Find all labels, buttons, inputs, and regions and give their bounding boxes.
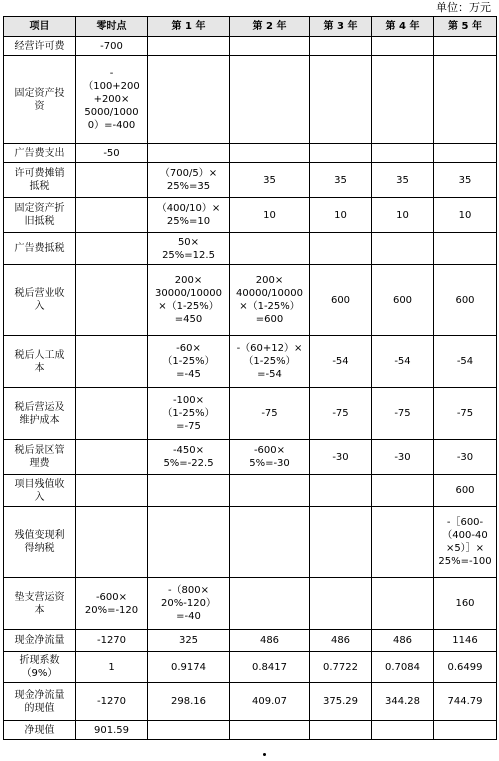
- table-row: [4, 578, 497, 630]
- row-label-cell: 垫支营运资 本: [4, 578, 76, 630]
- table-cell: [310, 37, 372, 56]
- row-label-cell: 税后景区管 理费: [4, 440, 76, 475]
- cash-flow-table: [3, 16, 497, 740]
- table-cell: [434, 37, 497, 56]
- table-cell: 10: [230, 198, 310, 233]
- table-cell: 486: [230, 630, 310, 652]
- stray-dot: [263, 753, 266, 756]
- table-cell: [310, 578, 372, 630]
- row-label-cell: 残值变现利 得纳税: [4, 507, 76, 578]
- table-cell: 35: [230, 163, 310, 198]
- row-label-cell: 税后人工成 本: [4, 336, 76, 388]
- table-cell: [372, 721, 434, 740]
- table-cell: -54: [372, 336, 434, 388]
- table-cell: [76, 388, 148, 440]
- header-row: [4, 17, 497, 37]
- row-label-cell: 经营许可费: [4, 37, 76, 56]
- table-cell: 600: [372, 265, 434, 336]
- table-body: [4, 37, 497, 740]
- table-cell: -1270: [76, 683, 148, 721]
- table-cell: [310, 507, 372, 578]
- row-label-cell: 项目残值收 入: [4, 475, 76, 507]
- table-cell: -450× 5%=-22.5: [148, 440, 230, 475]
- table-cell: [310, 233, 372, 265]
- table-cell: 344.28: [372, 683, 434, 721]
- table-cell: [76, 198, 148, 233]
- table-cell: [76, 507, 148, 578]
- table-cell: [372, 144, 434, 163]
- table-cell: 160: [434, 578, 497, 630]
- header-cell: 零时点: [76, 17, 148, 37]
- table-cell: [230, 578, 310, 630]
- table-cell: [372, 56, 434, 144]
- table-row: [4, 265, 497, 336]
- table-cell: 10: [310, 198, 372, 233]
- row-label-cell: 广告费支出: [4, 144, 76, 163]
- table-cell: [230, 507, 310, 578]
- table-cell: 0.9174: [148, 652, 230, 683]
- table-cell: [372, 475, 434, 507]
- table-cell: 1: [76, 652, 148, 683]
- table-row: [4, 683, 497, 721]
- table-cell: 901.59: [76, 721, 148, 740]
- row-label-cell: 广告费抵税: [4, 233, 76, 265]
- table-cell: [230, 233, 310, 265]
- table-cell: 486: [372, 630, 434, 652]
- table-cell: [434, 56, 497, 144]
- table-cell: [434, 233, 497, 265]
- table-cell: 0.7084: [372, 652, 434, 683]
- unit-label: 单位：万元: [436, 1, 491, 14]
- table-cell: -75: [434, 388, 497, 440]
- table-cell: 1146: [434, 630, 497, 652]
- table-row: [4, 388, 497, 440]
- table-cell: - （100+200 +200× 5000/1000 0）=-400: [76, 56, 148, 144]
- table-cell: [148, 37, 230, 56]
- table-cell: [372, 233, 434, 265]
- table-cell: （400/10）× 25%=10: [148, 198, 230, 233]
- table-cell: 600: [434, 475, 497, 507]
- table-row: [4, 336, 497, 388]
- table-cell: [310, 475, 372, 507]
- header-cell: 第 5 年: [434, 17, 497, 37]
- header-cell: 第 2 年: [230, 17, 310, 37]
- table-row: [4, 507, 497, 578]
- table-cell: -（800× 20%-120） =-40: [148, 578, 230, 630]
- table-cell: [76, 163, 148, 198]
- table-cell: 486: [310, 630, 372, 652]
- table-cell: [310, 144, 372, 163]
- table-cell: （700/5）× 25%=35: [148, 163, 230, 198]
- table-cell: [230, 721, 310, 740]
- table-cell: 50× 25%=12.5: [148, 233, 230, 265]
- table-row: [4, 233, 497, 265]
- table-cell: [148, 475, 230, 507]
- table-cell: [76, 440, 148, 475]
- table-cell: [76, 336, 148, 388]
- table-cell: [310, 721, 372, 740]
- table-cell: -1270: [76, 630, 148, 652]
- table-cell: 200× 30000/10000 ×（1-25%） =450: [148, 265, 230, 336]
- table-cell: -600× 5%=-30: [230, 440, 310, 475]
- row-label-cell: 税后营业收 入: [4, 265, 76, 336]
- table-cell: [76, 233, 148, 265]
- table-cell: [148, 144, 230, 163]
- table-cell: -30: [434, 440, 497, 475]
- table-cell: [230, 475, 310, 507]
- table-cell: -30: [310, 440, 372, 475]
- table-cell: -54: [434, 336, 497, 388]
- table-cell: -75: [310, 388, 372, 440]
- table-cell: -700: [76, 37, 148, 56]
- header-cell: 第 3 年: [310, 17, 372, 37]
- table-cell: [230, 56, 310, 144]
- table-cell: 375.29: [310, 683, 372, 721]
- table-cell: 35: [310, 163, 372, 198]
- table-cell: [76, 265, 148, 336]
- table-row: [4, 198, 497, 233]
- table-cell: [372, 507, 434, 578]
- table-cell: 325: [148, 630, 230, 652]
- table-cell: -30: [372, 440, 434, 475]
- table-row: [4, 440, 497, 475]
- table-cell: [434, 144, 497, 163]
- table-cell: 0.6499: [434, 652, 497, 683]
- table-cell: -75: [230, 388, 310, 440]
- table-row: [4, 721, 497, 740]
- header-cell: 第 4 年: [372, 17, 434, 37]
- table-cell: [372, 37, 434, 56]
- table-row: [4, 37, 497, 56]
- table-cell: 200× 40000/10000 ×（1-25%） =600: [230, 265, 310, 336]
- table-cell: -75: [372, 388, 434, 440]
- table-cell: [434, 721, 497, 740]
- row-label-cell: 固定资产折 旧抵税: [4, 198, 76, 233]
- table-cell: 600: [310, 265, 372, 336]
- table-cell: [310, 56, 372, 144]
- table-cell: -（60+12）× （1-25%） =-54: [230, 336, 310, 388]
- table-cell: -50: [76, 144, 148, 163]
- row-label-cell: 固定资产投 资: [4, 56, 76, 144]
- table-cell: [230, 144, 310, 163]
- table-cell: -54: [310, 336, 372, 388]
- table-cell: 744.79: [434, 683, 497, 721]
- table-cell: 0.8417: [230, 652, 310, 683]
- table-row: [4, 475, 497, 507]
- table-row: [4, 652, 497, 683]
- row-label-cell: 现金净流量: [4, 630, 76, 652]
- row-label-cell: 税后营运及 维护成本: [4, 388, 76, 440]
- table-cell: 0.7722: [310, 652, 372, 683]
- table-cell: [148, 721, 230, 740]
- header-cell: 项目: [4, 17, 76, 37]
- table-cell: [148, 56, 230, 144]
- row-label-cell: 折现系数 （9%）: [4, 652, 76, 683]
- table-cell: 600: [434, 265, 497, 336]
- row-label-cell: 净现值: [4, 721, 76, 740]
- table-cell: 35: [372, 163, 434, 198]
- table-row: [4, 56, 497, 144]
- table-row: [4, 163, 497, 198]
- table-cell: [372, 578, 434, 630]
- table-cell: 409.07: [230, 683, 310, 721]
- table-cell: -600× 20%=-120: [76, 578, 148, 630]
- table-cell: 10: [434, 198, 497, 233]
- table-cell: [230, 37, 310, 56]
- table-cell: [76, 475, 148, 507]
- table-cell: 10: [372, 198, 434, 233]
- table-cell: [148, 507, 230, 578]
- row-label-cell: 现金净流量 的现值: [4, 683, 76, 721]
- table-row: [4, 630, 497, 652]
- table-cell: 35: [434, 163, 497, 198]
- table-cell: 298.16: [148, 683, 230, 721]
- table-cell: -100× （1-25%） =-75: [148, 388, 230, 440]
- table-row: [4, 144, 497, 163]
- table-cell: -60× （1-25%） =-45: [148, 336, 230, 388]
- header-cell: 第 1 年: [148, 17, 230, 37]
- row-label-cell: 许可费摊销 抵税: [4, 163, 76, 198]
- table-cell: -［600- （400-40 ×5）］× 25%=-100: [434, 507, 497, 578]
